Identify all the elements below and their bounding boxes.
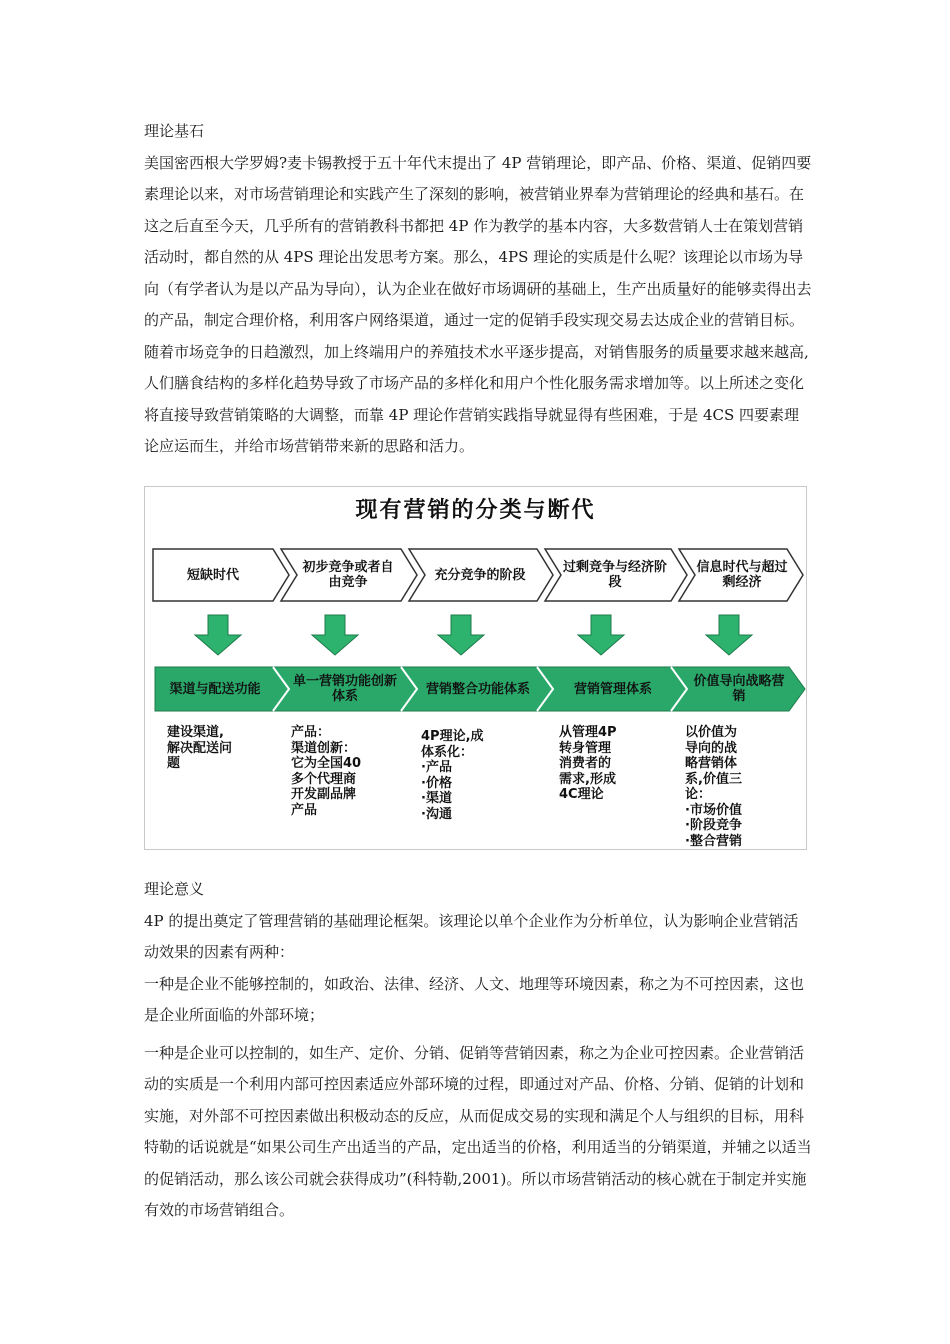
paragraph: 一种是企业不能够控制的，如政治、法律、经济、人文、地理等环境因素，称之为不可控因素，这也是企业所面临的外部环境； [144, 974, 805, 1024]
paragraph: 美国密西根大学罗姆?麦卡锡教授于五十年代末提出了 4P 营销理论，即产品、价格、渠道、促销四要素理论以来，对市场营销理论和实践产生了深刻的影响，被营销业界奉为营销理论的经典和基石。在这之后直至今天，几乎所有的营销教科书都把 4P 作为教学的基本内容，大多数营销人士在策划营销活动时，都自然的从 4PS 理论出发思考方案。那么，4PS 理论的实质是什么呢？该理论以市场为导向（有学者认为是以产品为导向），认为企业在做好市场调研的基础上，生产出质量好的能够卖得出去的产品，制定合理价格，利用客户网络渠道，通过一定的促销手段实现交易去达成企业的营销目标。 [144, 153, 812, 329]
function-label: 价值导向战略营销 [693, 674, 785, 704]
marketing-eras-diagram [144, 486, 807, 850]
function-label: 单一营销功能创新体系 [293, 674, 398, 704]
section-heading: 理论意义 [144, 880, 205, 898]
section-heading: 理论基石 [144, 122, 205, 140]
down-arrow-icon [578, 615, 624, 655]
section-theory-significance [144, 874, 812, 1227]
down-arrow-icon [312, 615, 358, 655]
down-arrow-icon [195, 615, 241, 655]
down-arrow-icon [438, 615, 484, 655]
stage-label: 过剩竞争与经济阶段 [562, 560, 667, 590]
stage-label: 短缺时代 [186, 567, 239, 583]
stage-label: 初步竞争或者自由竞争 [302, 560, 394, 590]
diagram-title: 现有营销的分类与断代 [355, 498, 596, 523]
paragraph: 一种是企业可以控制的，如生产、定价、分销、促销等营销因素，称之为企业可控因素。企业营销活动的实质是一个利用内部可控因素适应外部环境的过程，即通过对产品、价格、分销、促销的计划和实施，对外部不可控因素做出积极动态的反应，从而促成交易的实现和满足个人与组织的目标，用科特勒的话说就是“如果公司生产出适当的产品，定出适当的价格，利用适当的分销渠道，并辅之以适当的促销活动，那么该公司就会获得成功”(科特勒,2001)。所以市场营销活动的核心就在于制定并实施有效的市场营销组合。 [144, 1043, 812, 1219]
function-label: 营销整合功能体系 [425, 681, 530, 697]
section-theory-foundation [144, 116, 812, 463]
paragraph: 4P 的提出奠定了管理营销的基础理论框架。该理论以单个企业作为分析单位，认为影响企业营销活动效果的因素有两种： [144, 911, 799, 961]
paragraph: 随着市场竞争的日趋激烈，加上终端用户的养殖技术水平逐步提高，对销售服务的质量要求越来越高,人们膳食结构的多样化趋势导致了市场产品的多样化和用户个性化服务需求增加等。以上所述之变化将直接导致营销策略的大调整，而靠 4P 理论作营销实践指导就显得有些困难，于是 4CS 四要素理论应运而生，并给市场营销带来新的思路和活力。 [144, 342, 809, 455]
stage-description: 产品： 渠道创新： 它为全国40 多个代理商 开发副品牌 产品 [291, 725, 362, 818]
stage-description: 从管理4P 转身管理 消费者的 需求,形成 4C理论 [559, 725, 617, 802]
stage-description: 以价值为 导向的战 略营销体 系,价值三 论： ·市场价值 ·阶段竞争 ·整合营销 [685, 725, 742, 849]
stage-label: 信息时代与超过剩经济 [696, 560, 788, 590]
stage-label: 充分竞争的阶段 [434, 567, 526, 583]
stage-description: 建设渠道, 解决配送问 题 [167, 725, 233, 771]
function-label: 渠道与配送功能 [169, 681, 261, 697]
function-label: 营销管理体系 [573, 681, 652, 697]
stage-description: 4P理论,成 体系化： ·产品 ·价格 ·渠道 ·沟通 [421, 729, 484, 822]
down-arrow-icon [706, 615, 752, 655]
